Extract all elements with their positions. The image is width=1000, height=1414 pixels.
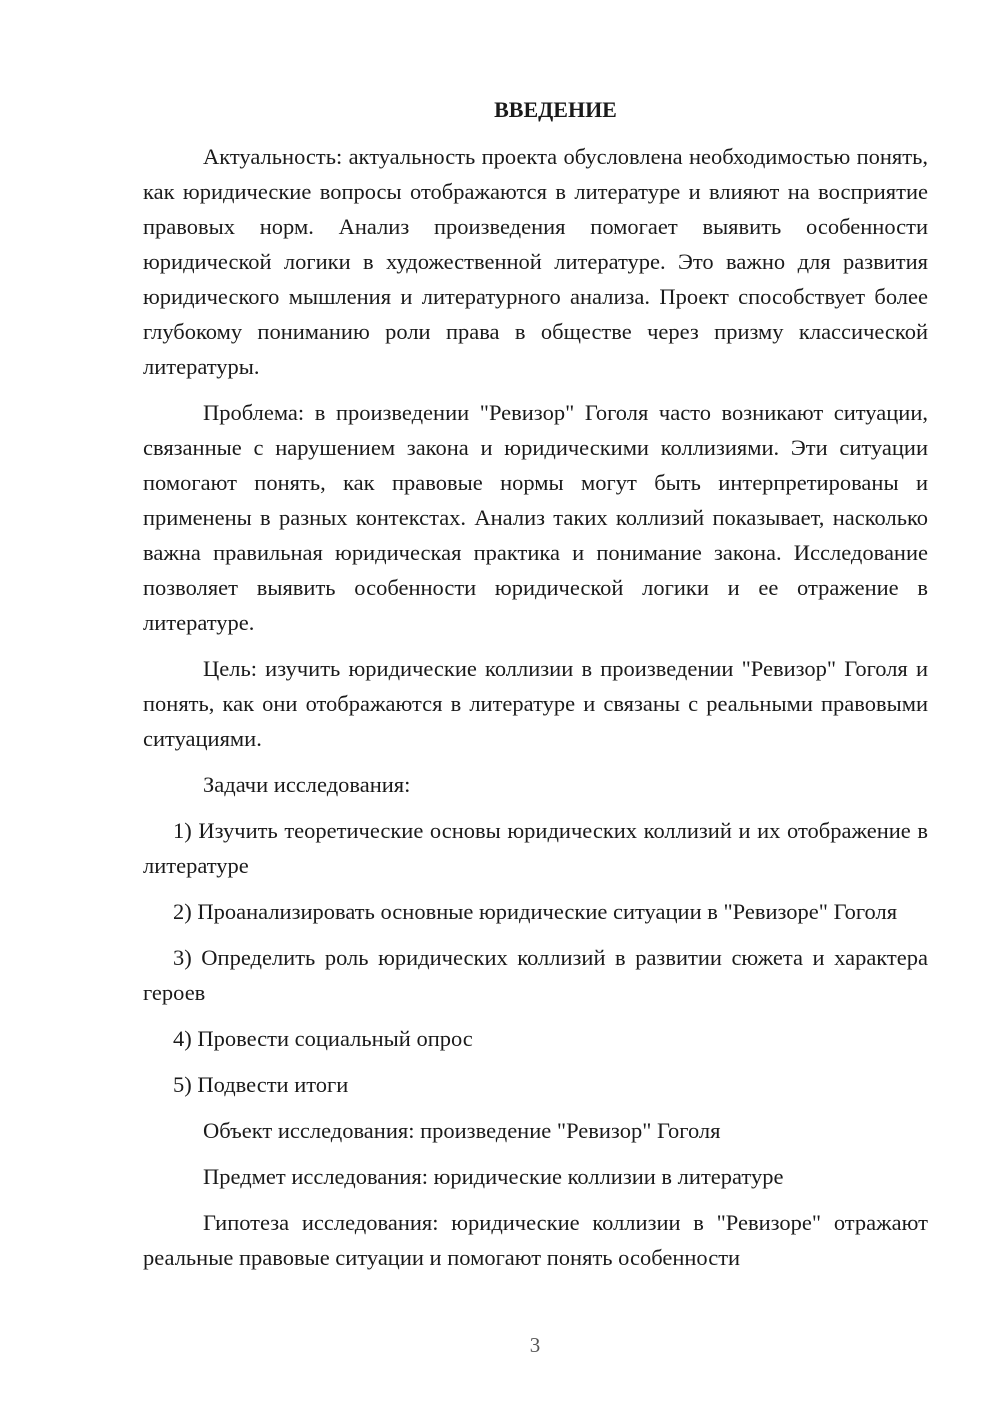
page-number: 3 xyxy=(529,1333,541,1357)
paragraph-object: Объект исследования: произведение "Ревизор" Гоголя xyxy=(203,1118,721,1143)
task-item: 4) Провести социальный опрос xyxy=(173,1026,473,1051)
task-item: 3) Определить роль юридических коллизий в развитии сюжета и характера героев xyxy=(143,945,928,1005)
section-title: ВВЕДЕНИЕ xyxy=(494,97,617,122)
paragraph-problem: Проблема: в произведении "Ревизор" Гоголя часто возникают ситуации, связанные с нарушением закона и юридическими коллизиями. Эти ситуации помогают понять, как правовые нормы могут быть интерпретированы и применены в разных контекстах. Анализ таких коллизий показывает, насколько важна правильная юридическая практика и понимание закона. Исследование позволяет выявить особенности юридической логики и ее отражение в литературе. xyxy=(143,400,928,635)
task-item: 1) Изучить теоретические основы юридических коллизий и их отображение в литературе xyxy=(143,818,928,878)
document-page xyxy=(143,92,928,1286)
task-item: 2) Проанализировать основные юридические ситуации в "Ревизоре" Гоголя xyxy=(173,899,898,924)
paragraph-relevance: Актуальность: актуальность проекта обусловлена необходимостью понять, как юридические вопросы отображаются в литературе и влияют на восприятие правовых норм. Анализ произведения помогает выявить особенности юридической логики в художественной литературе. Это важно для развития юридического мышления и литературного анализа. Проект способствует более глубокому пониманию роли права в обществе через призму классической литературы. xyxy=(143,144,928,379)
paragraph-subject: Предмет исследования: юридические коллизии в литературе xyxy=(203,1164,784,1189)
paragraph-hypothesis: Гипотеза исследования: юридические коллизии в "Ревизоре" отражают реальные правовые ситуации и помогают понять особенности xyxy=(143,1210,928,1270)
paragraph-goal: Цель: изучить юридические коллизии в произведении "Ревизор" Гоголя и понять, как они отображаются в литературе и связаны с реальными правовыми ситуациями. xyxy=(143,656,928,751)
task-item: 5) Подвести итоги xyxy=(173,1072,349,1097)
paragraph-tasks-heading: Задачи исследования: xyxy=(203,772,411,797)
